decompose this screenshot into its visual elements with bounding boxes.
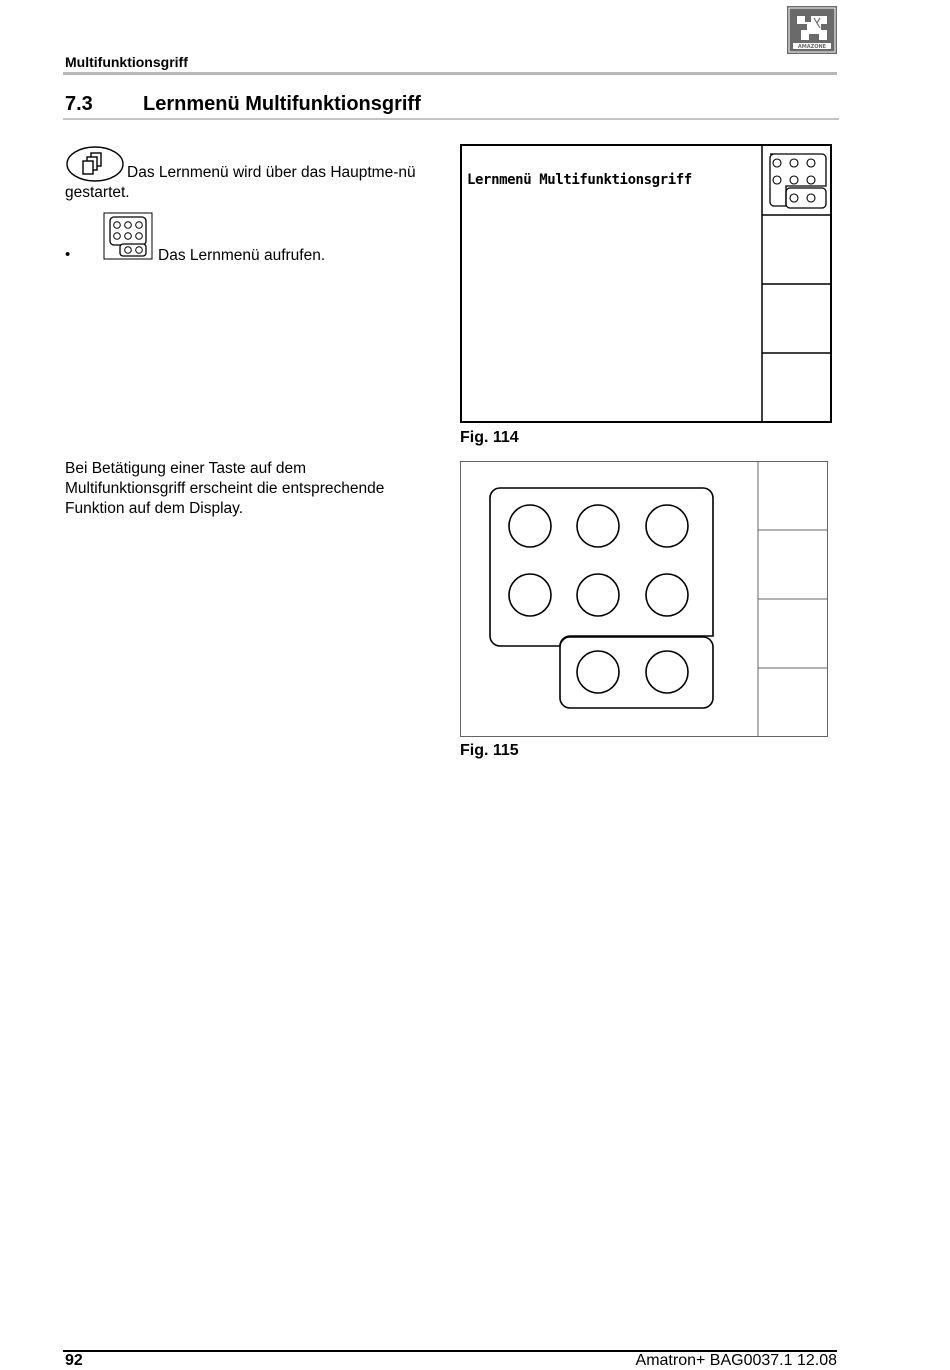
header-divider bbox=[63, 72, 837, 75]
learn-menu-key-icon bbox=[103, 212, 153, 260]
logo-text: AMAZONE bbox=[797, 44, 827, 50]
main-menu-key-icon bbox=[65, 145, 125, 183]
step-text: Das Lernmenü aufrufen. bbox=[158, 247, 326, 264]
amazone-logo bbox=[787, 6, 837, 54]
figure-114-caption: Fig. 114 bbox=[460, 429, 519, 446]
page-number: 92 bbox=[65, 1352, 83, 1369]
section-number: 7.3 bbox=[65, 93, 93, 115]
figure-115-display bbox=[460, 461, 828, 737]
document-reference: Amatron+ BAG0037.1 12.08 bbox=[635, 1352, 837, 1369]
section-title: Lernmenü Multifunktionsgriff bbox=[143, 93, 421, 115]
bullet-marker: • bbox=[65, 246, 71, 263]
description-paragraph: Bei Betätigung einer Taste auf dem Multifunktionsgriff erscheint die entsprechende Funktion auf dem Display. bbox=[65, 460, 385, 517]
intro-text: Das Lernmenü wird über das Hauptme-nü gestartet. bbox=[65, 164, 416, 201]
chapter-title: Multifunktionsgriff bbox=[65, 54, 188, 70]
intro-paragraph bbox=[65, 145, 435, 203]
section-divider bbox=[63, 118, 839, 120]
figure-115-caption: Fig. 115 bbox=[460, 742, 519, 759]
display-screen-title: Lernmenü Multifunktionsgriff bbox=[467, 172, 692, 188]
